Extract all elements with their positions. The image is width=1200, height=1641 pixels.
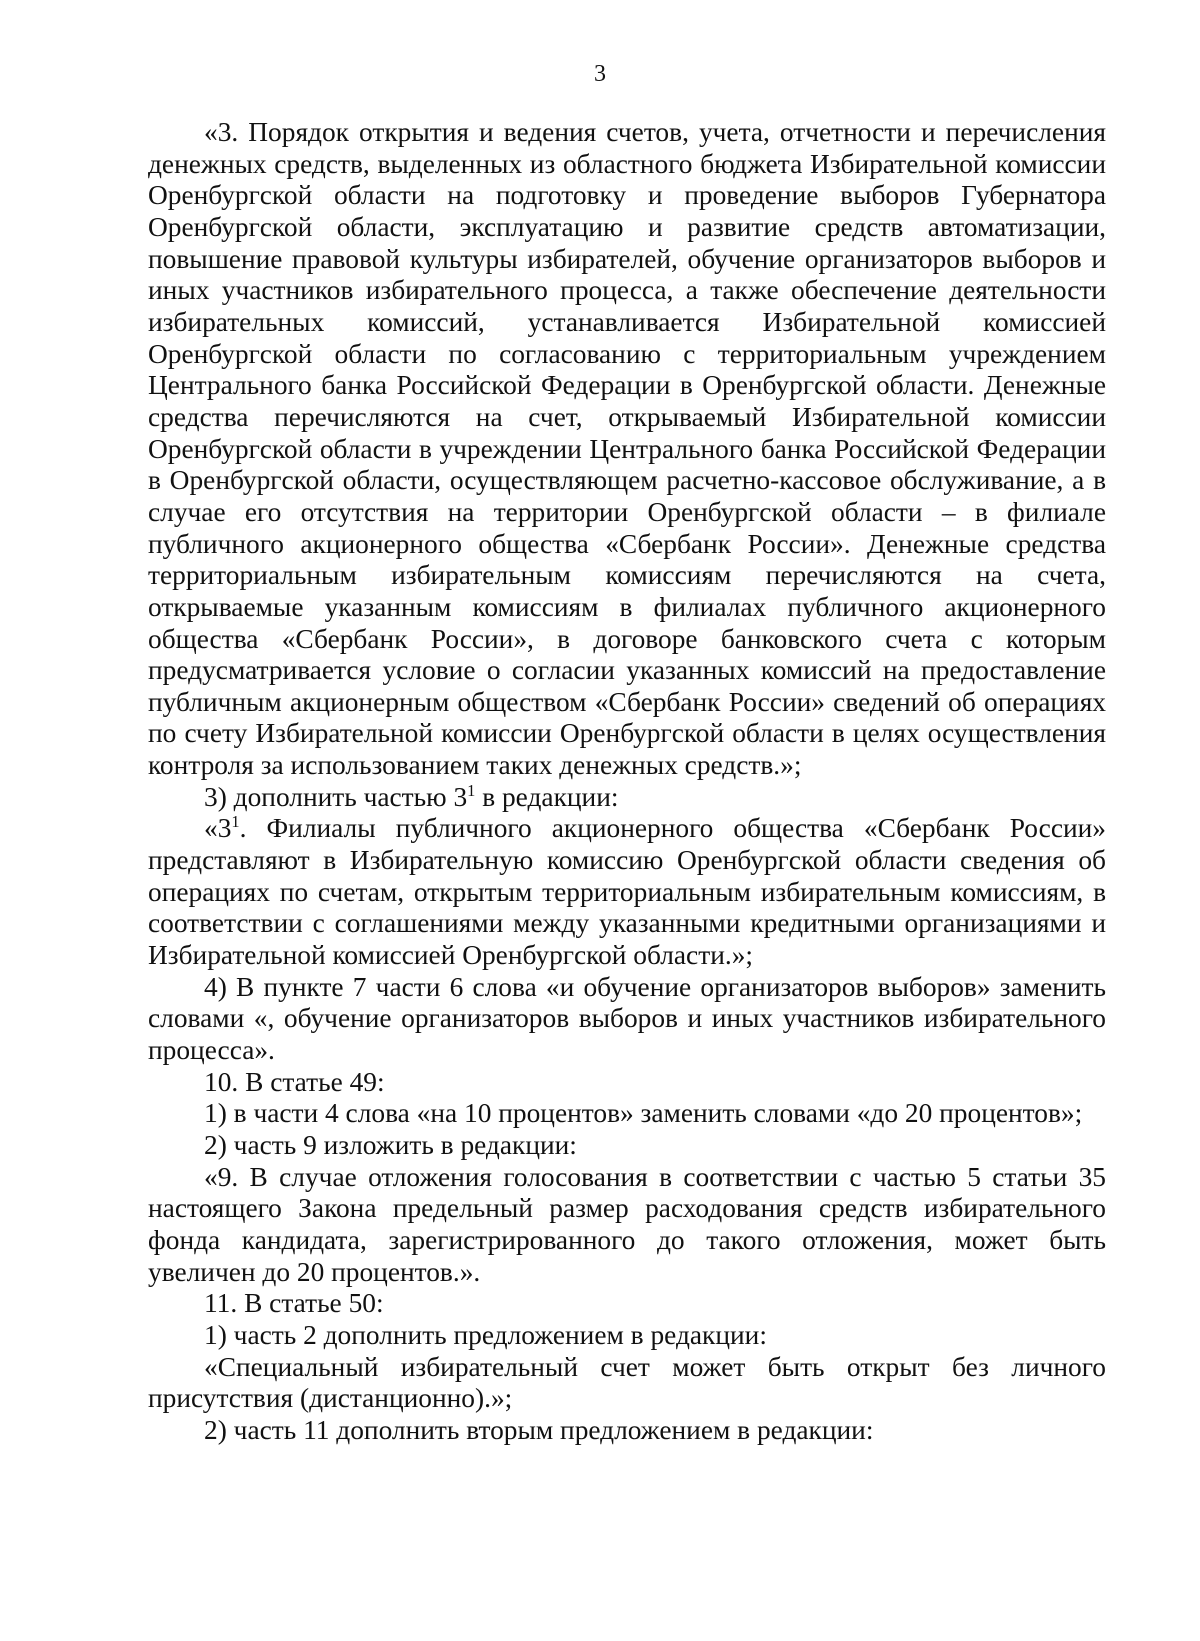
page-number: 3: [594, 61, 606, 87]
paragraph-article-49-heading: 10. В статье 49:: [204, 1066, 385, 1097]
paragraph-article-part-3-text: «3. Порядок открытия и ведения счетов, учета, отчетности и перечисления денежных средств, выделенных из областного бюджета Избирательной комиссии Оренбургской области на подготовку и проведение выборов Губернатора Оренбургской области, эксплуатацию и развитие средств автоматизации, повышение правовой культуры избирателей, обучение организаторов выборов и иных участников избирательного процесса, а также обеспечение деятельности избирательных комиссий, устанавливается Избирательной комиссией Оренбургской области по согласованию с территориальным учреждением Центрального банка Российской Федерации в Оренбургской области. Денежные средства перечисляются на счет, открываемый Избирательной комиссии Оренбургской области в учреждении Центрального банка Российской Федерации в Оренбургской области, осуществляющем расчетно-кассовое обслуживание, а в случае его отсутствия на территории Оренбургской области – в филиале публичного акционерного общества «Сбербанк России». Денежные средства территориальным избирательным комиссиям перечисляются на счета, открываемые указанным комиссиям в филиалах публичного акционерного общества «Сбербанк России», в договоре банковского счета с которым предусматривается условие о согласии указанных комиссий на предоставление публичным акционерным обществом «Сбербанк России» сведений об операциях по счету Избирательной комиссии Оренбургской области в целях осуществления контроля за использованием таких денежных средств.»;: [148, 117, 1106, 781]
paragraph-article-50-item-2: 2) часть 11 дополнить вторым предложением в редакции:: [204, 1414, 874, 1445]
document-body: [148, 117, 1106, 1447]
paragraph-article-49-item-2: 2) часть 9 изложить в редакции:: [204, 1130, 577, 1160]
paragraph-part-9-text: «9. В случае отложения голосования в соответствии с частью 5 статьи 35 настоящего Закона предельный размер расходования средств избирательного фонда кандидата, зарегистрированного до такого отложения, может быть увеличен до 20 процентов.».: [148, 1161, 1106, 1287]
paragraph-article-50-item-1: 1) часть 2 дополнить предложением в редакции:: [204, 1319, 767, 1350]
paragraph-item-3: 3) дополнить частью $3^1$ в редакции:: [204, 780, 619, 812]
paragraph-part-3-1-text: «$3^1$. Филиалы публичного акционерного общества «Сбербанк России» представляют в Избирательную комиссию Оренбургской области сведения об операциях по счетам, открытым территориальным избирательным комиссиям, в соответствии с соглашениями между указанными кредитными организациями и Избирательной комиссией Оренбургской области.»;: [148, 812, 1106, 971]
paragraph-special-account-text: «Специальный избирательный счет может быть открыт без личного присутствия (дистанционно).»;: [148, 1351, 1106, 1414]
paragraph-item-4: 4) В пункте 7 части 6 слова «и обучение организаторов выборов» заменить словами «, обучение организаторов выборов и иных участников избирательного процесса».: [148, 971, 1106, 1066]
paragraph-article-50-heading: 11. В статье 50:: [204, 1288, 384, 1319]
paragraph-article-49-item-1: 1) в части 4 слова «на 10 процентов» заменить словами «до 20 процентов»;: [204, 1098, 1083, 1129]
